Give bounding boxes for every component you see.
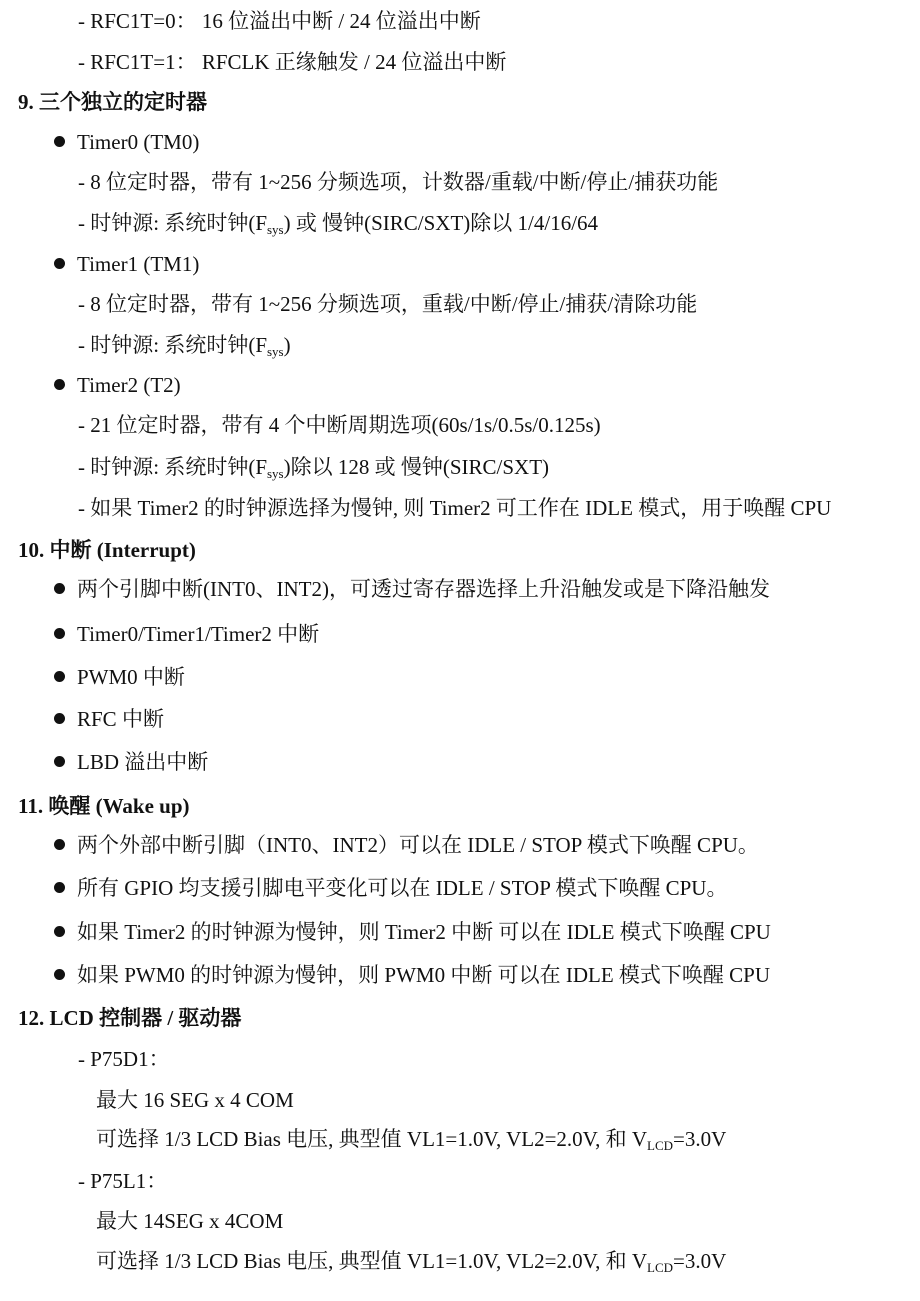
section-9-heading: 9. 三个独立的定时器 [18,90,207,114]
interrupt-timers-bullet: Timer0/Timer1/Timer2 中断 [54,620,319,648]
bullet-icon [54,628,65,639]
bullet-icon [54,379,65,390]
timer0-bullet: Timer0 (TM0) [54,128,199,156]
timer2-clock: - 时钟源: 系统时钟$(F_{sys})$除以 128 或 慢钟(SIRC/SXT) [78,455,550,481]
p75d1-bias: 可选择 1/3 LCD Bias 电压, 典型值 VL1=1.0V, VL2=2.0V, 和 $V_{LCD}=3.0V$ [96,1127,727,1153]
timer1-desc: - 8 位定时器，带有 1~256 分频选项，重载/中断/停止/捕获/清除功能 [78,292,698,316]
p75l1-bias: 可选择 1/3 LCD Bias 电压, 典型值 VL1=1.0V, VL2=2.0V, 和 $V_{LCD}=3.0V$ [96,1249,727,1275]
rfc1t-1-item: - RFC1T=1： RFCLK 正缘触发 / 24 位溢出中断 [78,50,507,74]
bullet-icon [54,671,65,682]
bullet-icon [54,756,65,767]
section-11-heading: 11. 唤醒 (Wake up) [18,794,190,818]
bullet-icon [54,136,65,147]
interrupt-pwm0-bullet: PWM0 中断 [54,663,185,691]
section-10-heading: 10. 中断 (Interrupt) [18,538,196,562]
timer1-bullet: Timer1 (TM1) [54,250,199,278]
wakeup-gpio-bullet: 所有 GPIO 均支援引脚电平变化可以在 IDLE / STOP 模式下唤醒 CPU。 [54,874,727,902]
timer0-clock: - 时钟源: 系统时钟$(F_{sys})$ 或 慢钟(SIRC/SXT)除以 1/4/16/64 [78,211,599,237]
bullet-icon [54,926,65,937]
section-12-heading: 12. LCD 控制器 / 驱动器 [18,1006,242,1030]
bullet-icon [54,882,65,893]
timer2-idle: - 如果 Timer2 的时钟源选择为慢钟, 则 Timer2 可工作在 IDLE 模式，用于唤醒 CPU [78,496,832,520]
timer1-clock: - 时钟源: 系统时钟$(F_{sys})$ [78,333,291,359]
p75l1-item: - P75L1： [78,1169,168,1193]
bullet-icon [54,839,65,850]
timer2-bullet: Timer2 (T2) [54,371,181,399]
rfc1t-0-item: - RFC1T=0： 16 位溢出中断 / 24 位溢出中断 [78,9,481,33]
wakeup-ext-int-bullet: 两个外部中断引脚（INT0、INT2）可以在 IDLE / STOP 模式下唤醒 CPU。 [54,831,759,859]
interrupt-rfc-bullet: RFC 中断 [54,705,164,733]
interrupt-lbd-bullet: LBD 溢出中断 [54,748,208,776]
bullet-icon [54,713,65,724]
bullet-icon [54,583,65,594]
wakeup-pwm0-bullet: 如果 PWM0 的时钟源为慢钟，则 PWM0 中断 可以在 IDLE 模式下唤醒 CPU [54,961,770,989]
p75d1-item: - P75D1： [78,1047,170,1071]
bullet-icon [54,969,65,980]
interrupt-pins-bullet: 两个引脚中断(INT0、INT2)，可透过寄存器选择上升沿触发或是下降沿触发 [54,575,770,603]
p75l1-max: 最大 14SEG x 4COM [96,1209,284,1233]
bullet-icon [54,258,65,269]
wakeup-timer2-bullet: 如果 Timer2 的时钟源为慢钟，则 Timer2 中断 可以在 IDLE 模式下唤醒 CPU [54,918,771,946]
p75d1-max: 最大 16 SEG x 4 COM [96,1088,294,1112]
timer2-desc: - 21 位定时器，带有 4 个中断周期选项(60s/1s/0.5s/0.125s) [78,413,601,437]
timer0-desc: - 8 位定时器，带有 1~256 分频选项，计数器/重载/中断/停止/捕获功能 [78,170,719,194]
